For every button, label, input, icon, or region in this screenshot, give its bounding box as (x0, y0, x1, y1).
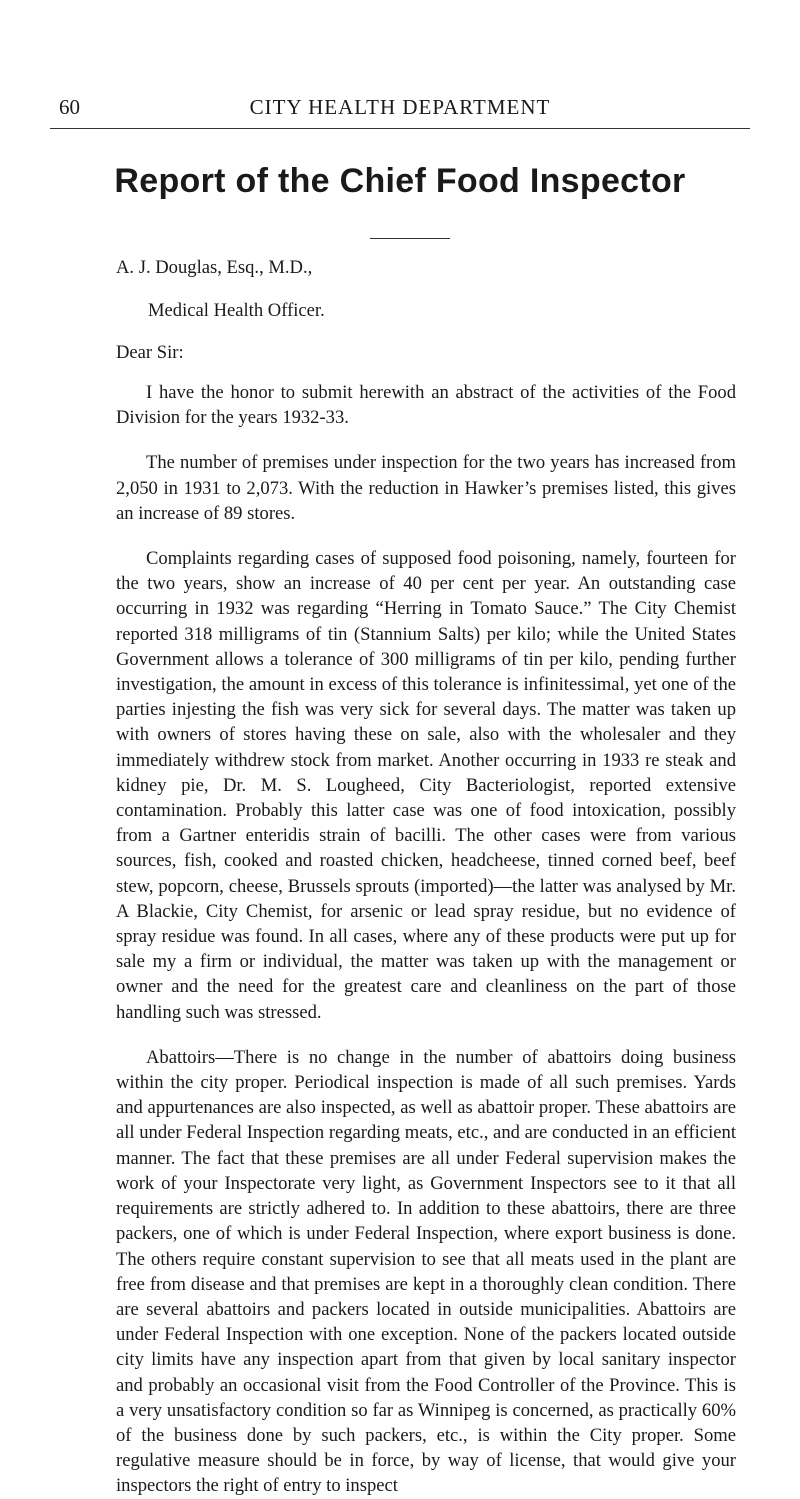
paragraph-premises: The number of premises under inspection for the two years has increased from 2,050 in 1931 to 2,073. With the reduction in Hawker’s premises listed, this gives an increase of 89 stores. (116, 452, 736, 524)
addressee-name: A. J. Douglas, Esq., M.D., (116, 257, 313, 278)
paragraph-activities: I have the honor to submit herewith an abstract of the activities of the Food Division for the years 1932-33. (116, 382, 736, 429)
report-title: Report of the Chief Food Inspector (114, 162, 686, 200)
abattoirs-text: —There is no change in the number of abattoirs doing business within the city proper. Periodical inspection is made of all such premises. Yards and appurtenances are also inspected, as well as abattoir proper. These abattoirs are all under Federal Inspection regarding meats, etc., and are conducted in an efficient manner. The fact that these premises are all under Federal supervision makes the work of your Inspectorate very light, as Government Inspectors see to it that all requirements are strictly adhered to. In addition to these abattoirs, there are three packers, one of which is under Federal Inspection, where export business is done. The others require constant supervision to see that all meats used in the plant are free from disease and that premises are kept in a thoroughly clean condition. There are several abattoirs and packers located in outside municipalities. Abattoirs are under Federal Inspection with one exception. None of the packers located outside city limits have any inspection apart from that given by local sanitary inspector and probably an occasional visit from the Food Controller of the Province. This is a very unsatisfactory condition so far as Winnipeg is concerned, as practically 60% of the business done by such packers, etc., is within the City proper. Some regulative measure should be in force, by way of license, that would give your inspectors the right of entry to inspect (116, 1046, 736, 1497)
abattoirs-heading: Abattoirs (146, 1046, 216, 1068)
paragraph-abattoirs (116, 1045, 736, 1499)
page-number: 60 (59, 95, 80, 119)
title-divider (370, 238, 450, 239)
salutation: Dear Sir: (116, 342, 184, 363)
header-title: CITY HEALTH DEPARTMENT (249, 95, 551, 119)
running-header (50, 92, 750, 129)
letter-body (116, 380, 736, 1499)
addressee-position: Medical Health Officer. (148, 300, 325, 321)
paragraph-complaints: Complaints regarding cases of supposed food poisoning, namely, fourteen for the two years, show an increase of 40 per cent per year. An outstanding case occurring in 1932 was regarding “Herring in Tomato Sauce.” The City Chemist reported 318 milligrams of tin (Stannium Salts) per kilo; while the United States Government allows a tolerance of 300 milligrams of tin per kilo, pending further investigation, the amount in excess of this tolerance is infinitessimal, yet one of the parties injesting the fish was very sick for several days. The matter was taken up with owners of stores having these on sale, also with the wholesaler and they immediately withdrew stock from market. Another occurring in 1933 re steak and kidney pie, Dr. M. S. Lougheed, City Bacteriologist, reported extensive contamination. Probably this latter case was one of food intoxication, possibly from a Gartner enteridis strain of bacilli. The other cases were from various sources, fish, cooked and roasted chicken, headcheese, tinned corned beef, beef stew, popcorn, cheese, Brussels sprouts (imported)—the latter was analysed by Mr. A Blackie, City Chemist, for arsenic or lead spray residue, but no evidence of spray residue was found. In all cases, where any of these products were put up for sale my a firm or individual, the matter was taken up with the management or owner and the need for the greatest care and cleanliness on the part of those handling such was stressed. (116, 548, 736, 1023)
